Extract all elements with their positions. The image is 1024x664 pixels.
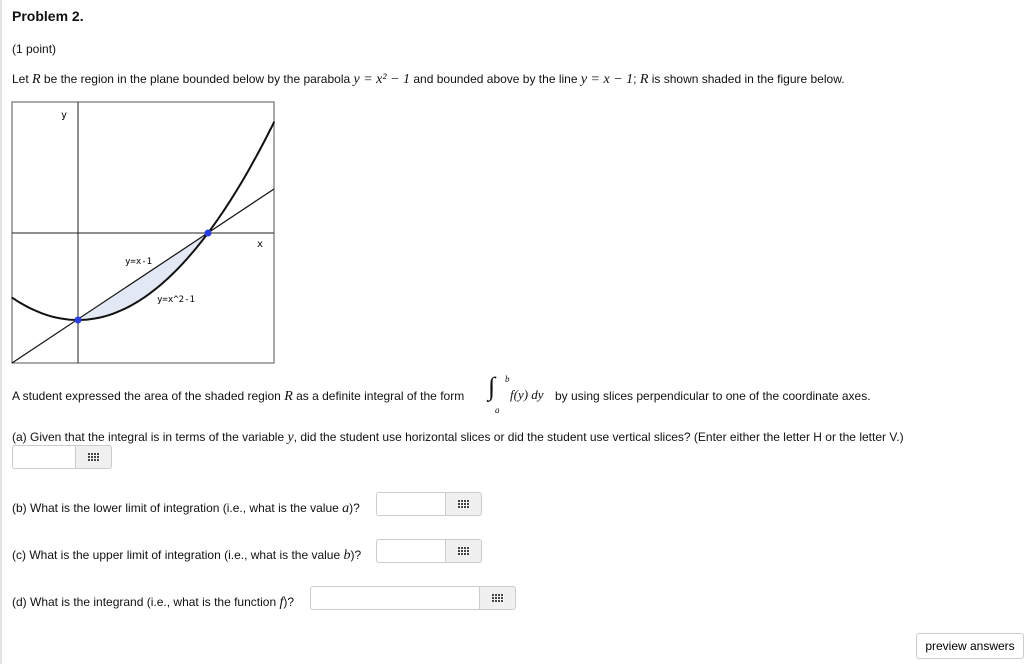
grid-icon [492, 594, 504, 602]
intersection-point [75, 317, 82, 324]
parabola-label: y=x^2-1 [157, 295, 195, 305]
t: R [639, 72, 649, 87]
t: , did the student use horizontal slices or did the student use vertical slices? (Enter either the letter H or the letter V.) [293, 430, 904, 444]
intersection-point [205, 230, 212, 237]
answer-d-input[interactable] [310, 586, 480, 610]
t: (d) What is the integrand (i.e., what is the function [12, 595, 280, 609]
question-c [12, 548, 361, 564]
t: and bounded above by the line [410, 72, 581, 86]
integrand: f(y) dy [510, 387, 544, 402]
student-text-2: by using slices perpendicular to one of the coordinate axes. [555, 389, 871, 403]
integral-sign: ∫ [488, 372, 496, 401]
student-text [12, 389, 464, 405]
x-label: x [257, 239, 264, 250]
grid-icon [88, 453, 100, 461]
t: )? [349, 501, 360, 515]
answer-a-input[interactable] [12, 445, 76, 469]
t: f [279, 595, 284, 610]
answer-c-input[interactable] [376, 539, 446, 563]
upper-limit: b [505, 374, 510, 384]
grid-icon [458, 500, 470, 508]
grid-icon [458, 547, 470, 555]
question-d [12, 595, 294, 611]
t: R [32, 72, 41, 87]
equation-editor-button[interactable] [446, 492, 482, 516]
lower-limit: a [495, 405, 500, 415]
t: )? [283, 595, 295, 609]
t: y = x − 1 [580, 72, 634, 87]
t: is shown shaded in the figure below. [648, 72, 845, 86]
t: be the region in the plane bounded below by the parabola [40, 72, 354, 86]
preview-answers-button[interactable]: preview answers [916, 633, 1024, 659]
t: b [343, 548, 351, 563]
line-label: y=x-1 [125, 257, 153, 267]
t: y [287, 430, 294, 445]
y-label: y [61, 110, 68, 121]
t: (c) What is the upper limit of integration (i.e., what is the value [12, 548, 344, 562]
t: )? [350, 548, 362, 562]
answer-b-input[interactable] [376, 492, 446, 516]
question-a [12, 430, 904, 446]
question-b [12, 501, 360, 517]
t: (a) Given that the integral is in terms of the variable [12, 430, 288, 444]
points: (1 point) [12, 42, 57, 56]
t: y = x² − 1 [353, 72, 411, 87]
t: (b) What is the lower limit of integration (i.e., what is the value [12, 501, 343, 515]
t: Let [12, 72, 33, 86]
problem-title: Problem 2. [12, 8, 84, 24]
t: a [342, 501, 350, 516]
equation-editor-button[interactable] [480, 586, 516, 610]
t: A student expressed the area of the shaded region [12, 389, 285, 403]
t: R [284, 389, 293, 404]
equation-editor-button[interactable] [76, 445, 112, 469]
region-figure [0, 0, 300, 370]
t: as a definite integral of the form [292, 389, 465, 403]
equation-editor-button[interactable] [446, 539, 482, 563]
t: ; [633, 72, 640, 86]
